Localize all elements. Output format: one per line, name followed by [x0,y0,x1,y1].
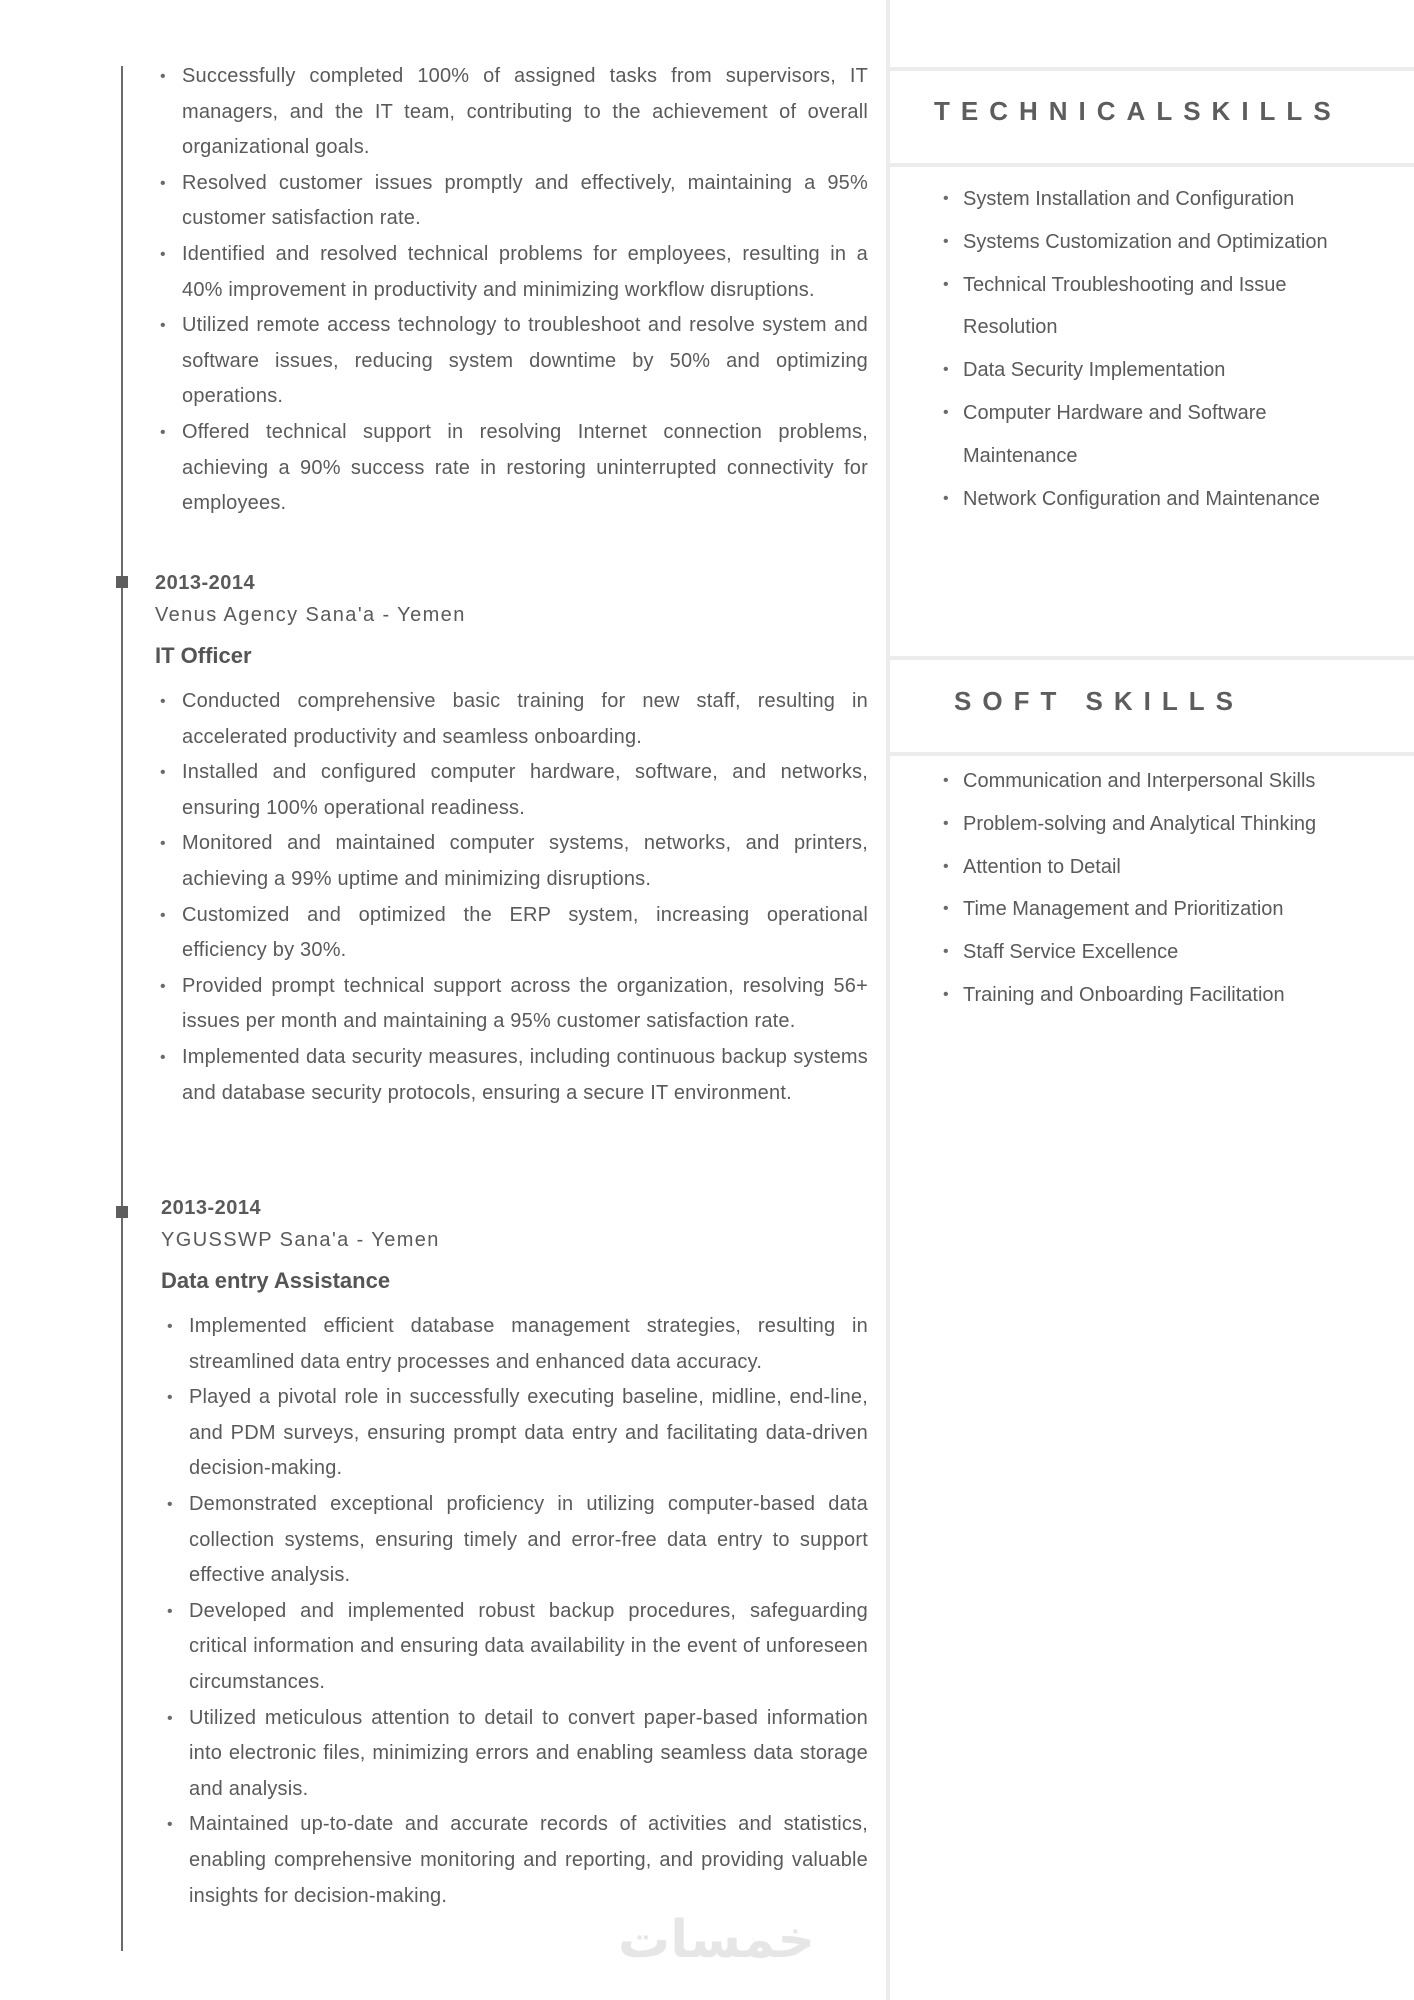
timeline-line [121,66,123,1951]
skill-item: • Computer Hardware and Software Maintenance [963,392,1383,478]
bullet-item: • Installed and configured computer hardware, software, and networks, ensuring 100% operational readiness. [182,755,868,826]
entry-company: Venus Agency Sana'a - Yemen [155,604,466,626]
experience-entry-2 [182,684,868,1111]
section-divider [890,67,1414,71]
skill-item: • System Installation and Configuration [963,178,1383,221]
entry-job-title: IT Officer [155,643,252,668]
skill-item: • Staff Service Excellence [963,931,1383,974]
bullet-item: • Provided prompt technical support across the organization, resolving 56+ issues per month and maintaining a 95% customer satisfaction rate. [182,969,868,1040]
skill-item: • Time Management and Prioritization [963,888,1383,931]
section-divider [890,163,1414,167]
bullet-item: • Developed and implemented robust backup procedures, safeguarding critical information and ensuring data availability in the event of unforeseen circumstances. [189,1594,868,1701]
soft-skills-heading: SOFT SKILLS [954,686,1244,716]
bullet-item: • Maintained up-to-date and accurate records of activities and statistics, enabling comprehensive monitoring and reporting, and providing valuable insights for decision-making. [189,1807,868,1914]
soft-skills-list [963,760,1383,1017]
technical-skills-heading: TECHNICALSKILLS [934,96,1342,126]
entry-date: 2013-2014 [161,1197,262,1219]
entry-date: 2013-2014 [155,572,256,594]
skill-item: • Systems Customization and Optimization [963,221,1383,264]
bullet-item: • Successfully completed 100% of assigned tasks from supervisors, IT managers, and the IT team, contributing to the achievement of overall organizational goals. [182,59,868,166]
timeline-marker [116,1206,128,1218]
section-divider [890,752,1414,756]
experience-entry-3-bullets [189,1309,868,1914]
bullet-item: • Implemented efficient database management strategies, resulting in streamlined data entry processes and enhanced data accuracy. [189,1309,868,1380]
timeline-marker [116,576,128,588]
bullet-item: • Monitored and maintained computer systems, networks, and printers, achieving a 99% uptime and minimizing disruptions. [182,826,868,897]
skill-item: • Attention to Detail [963,846,1383,889]
section-divider [890,656,1414,660]
bullet-item: • Implemented data security measures, including continuous backup systems and database security protocols, ensuring a secure IT environment. [182,1040,868,1111]
skill-item: • Communication and Interpersonal Skills [963,760,1383,803]
bullet-item: • Utilized meticulous attention to detail to convert paper-based information into electronic files, minimizing errors and enabling seamless data storage and analysis. [189,1701,868,1808]
skill-item: • Data Security Implementation [963,349,1383,392]
skill-item: • Technical Troubleshooting and Issue Resolution [963,264,1383,350]
experience-entry-1 [182,59,868,522]
khamsat-watermark-logo: خمسات [618,1910,816,1970]
bullet-item: • Customized and optimized the ERP system, increasing operational efficiency by 30%. [182,898,868,969]
skill-item: • Training and Onboarding Facilitation [963,974,1383,1017]
experience-entry-1-bullets [182,59,868,522]
skill-item: • Network Configuration and Maintenance [963,478,1383,521]
bullet-item: • Utilized remote access technology to troubleshoot and resolve system and software issues, reducing system downtime by 50% and optimizing operations. [182,308,868,415]
entry-company: YGUSSWP Sana'a - Yemen [161,1229,440,1251]
bullet-item: • Demonstrated exceptional proficiency in utilizing computer-based data collection systems, ensuring timely and error-free data entry to support effective analysis. [189,1487,868,1594]
skill-item: • Problem-solving and Analytical Thinking [963,803,1383,846]
technical-skills-list [963,178,1383,520]
bullet-item: • Offered technical support in resolving Internet connection problems, achieving a 90% success rate in restoring uninterrupted connectivity for employees. [182,415,868,522]
experience-entry-3 [189,1309,868,1914]
entry-job-title: Data entry Assistance [161,1268,391,1293]
bullet-item: • Resolved customer issues promptly and effectively, maintaining a 95% customer satisfaction rate. [182,166,868,237]
bullet-item: • Identified and resolved technical problems for employees, resulting in a 40% improvement in productivity and minimizing workflow disruptions. [182,237,868,308]
experience-entry-2-bullets [182,684,868,1111]
bullet-item: • Conducted comprehensive basic training for new staff, resulting in accelerated productivity and seamless onboarding. [182,684,868,755]
skills-column [890,0,1414,2000]
bullet-item: • Played a pivotal role in successfully executing baseline, midline, end-line, and PDM surveys, ensuring prompt data entry and facilitating data-driven decision-making. [189,1380,868,1487]
